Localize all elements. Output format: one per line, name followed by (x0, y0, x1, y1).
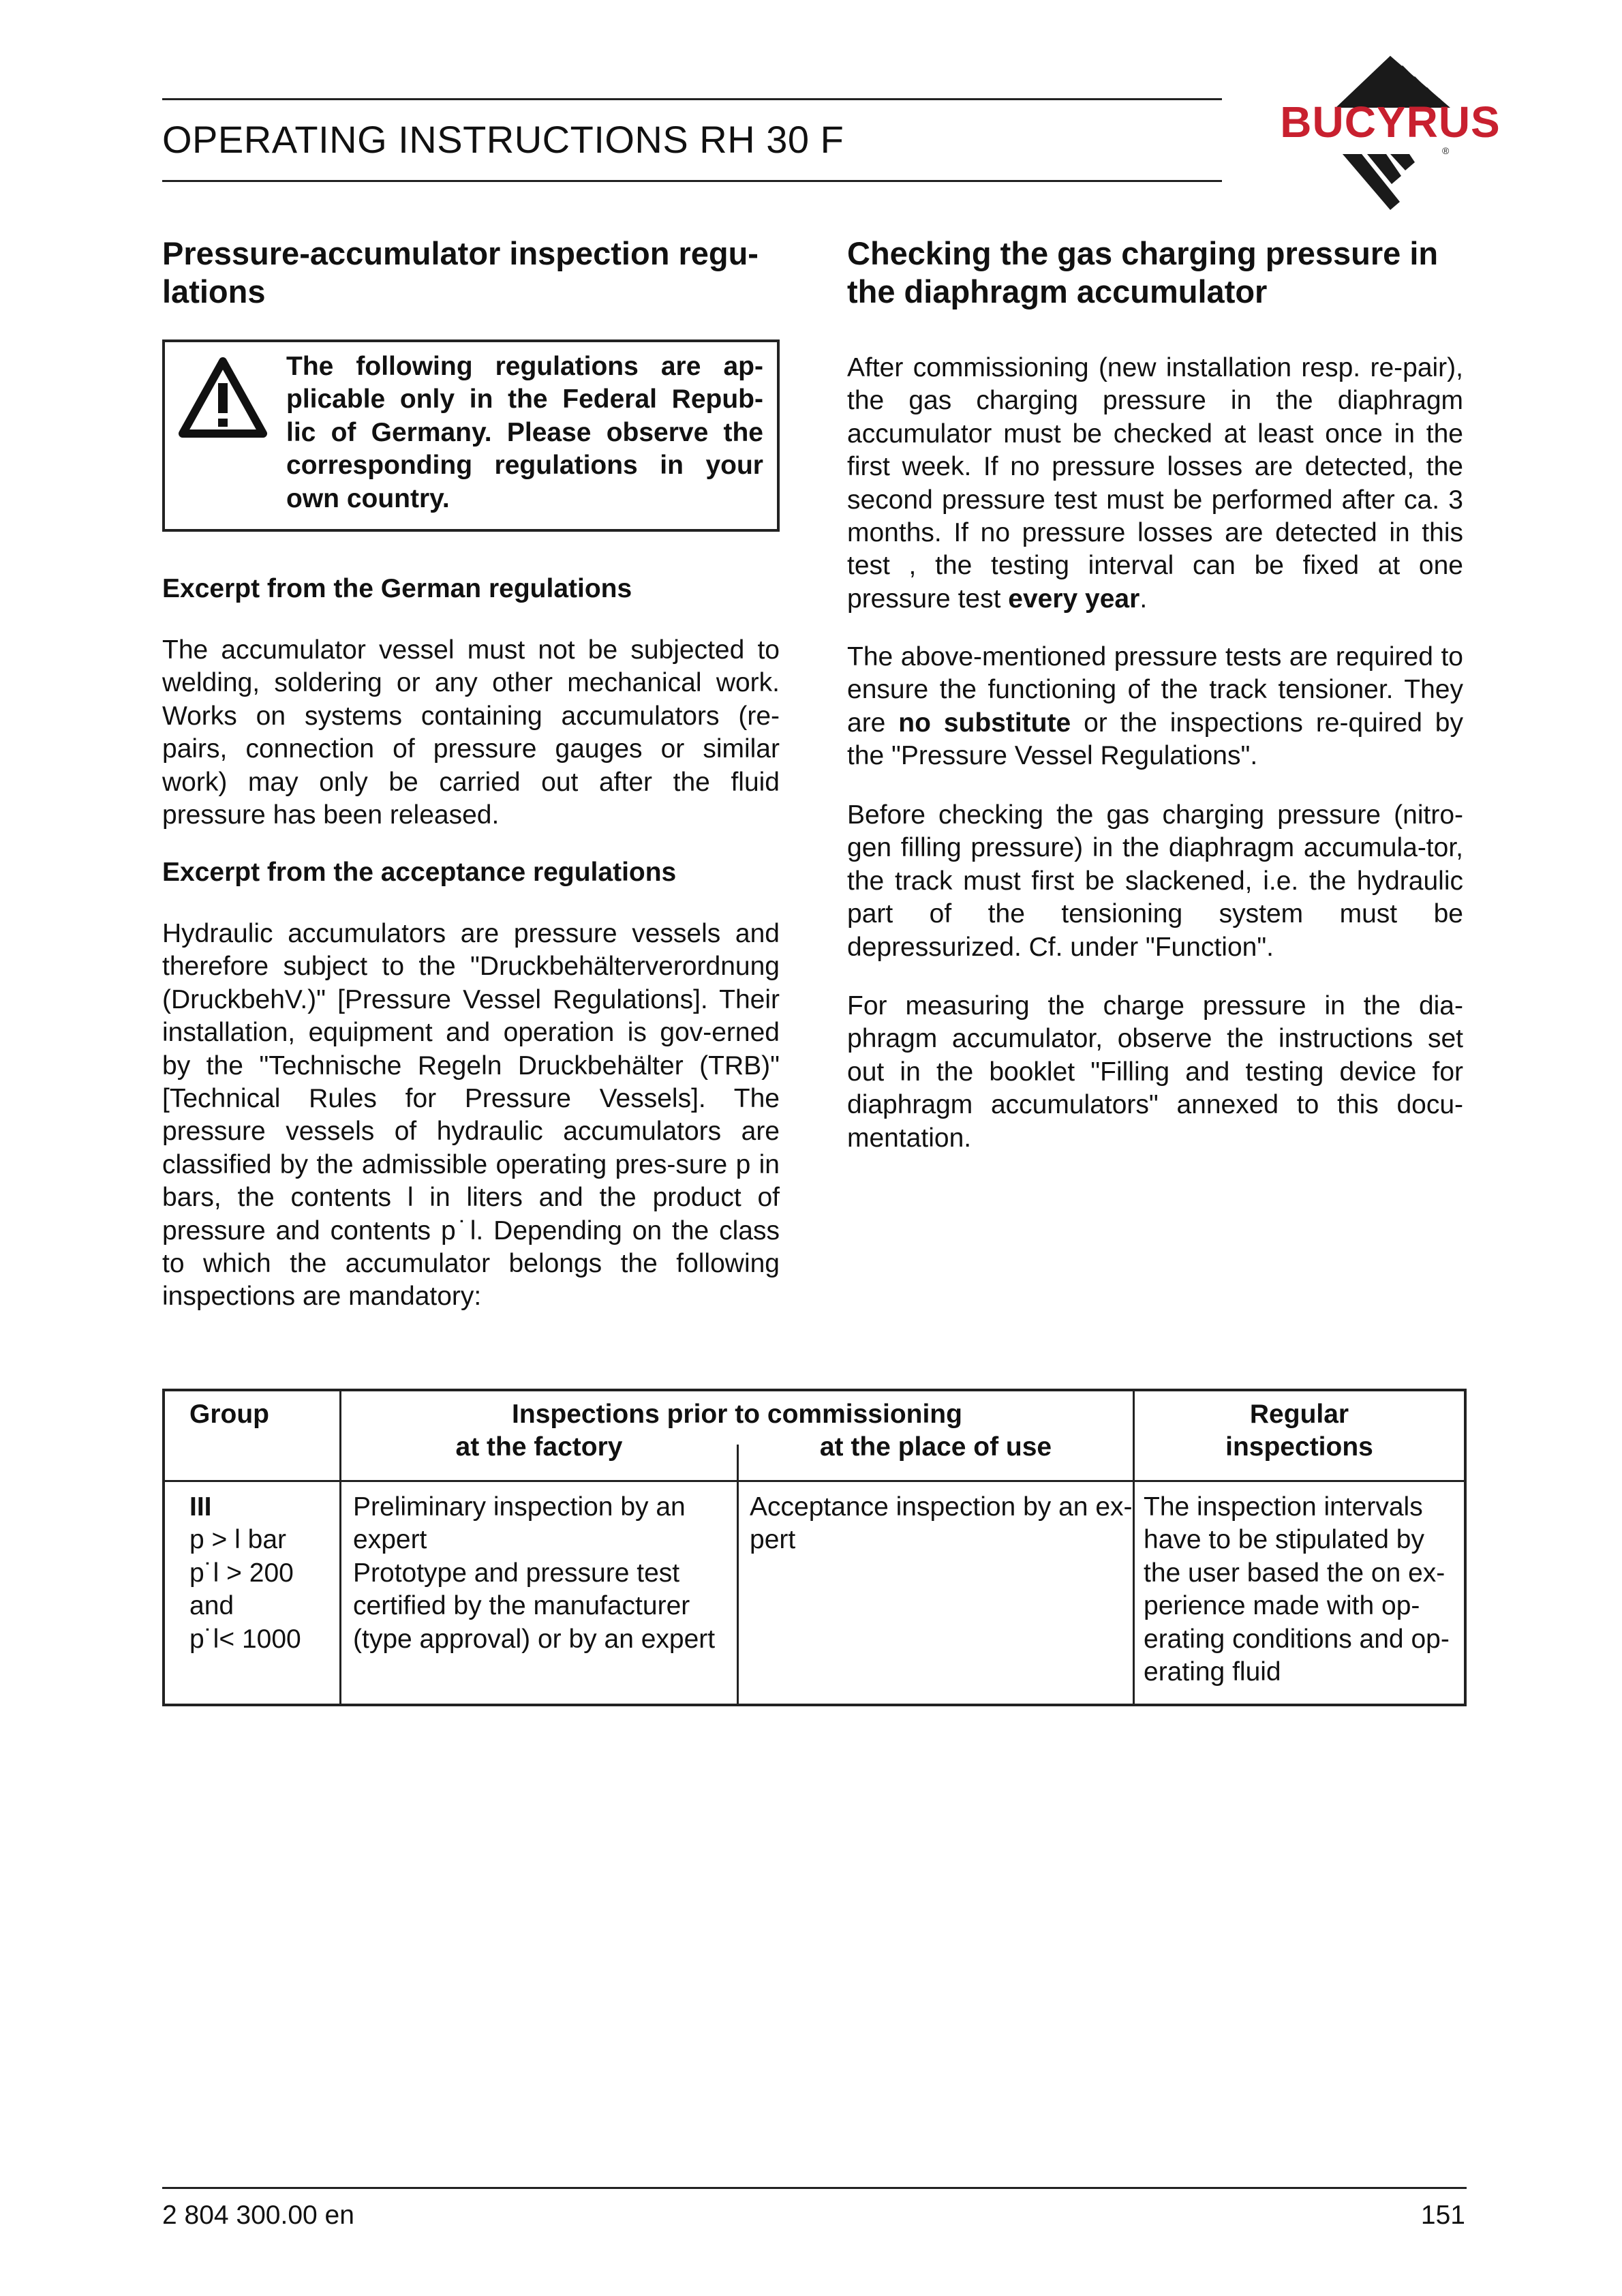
header-regular: Regular inspections (1225, 1400, 1373, 1462)
cell-place-of-use: Acceptance inspection by an ex- pert (750, 1492, 1133, 1555)
right-para-measuring: For measuring the charge pressure in the dia-phragm accumulator, observe the instructions set out in the booklet "Filling and testing device for diaphragm accumulators" annexed to this docu-mentation. (847, 991, 1463, 1153)
excerpt-german-text: The accumulator vessel must not be subjected to welding, soldering or any other mechanical work. Works on systems containing accumulators (re-pairs, connection of pressure gauges or similar work) may only be carried out after the fluid pressure has been released. (162, 635, 780, 830)
inspection-table (162, 1389, 1467, 1706)
footer-doc-number: 2 804 300.00 en (162, 2201, 354, 2230)
header-factory: at the factory (455, 1432, 623, 1462)
warning-box (162, 339, 780, 532)
svg-text:®: ® (1442, 145, 1450, 156)
table-col-rule-2 (737, 1445, 739, 1706)
excerpt-acceptance-heading: Excerpt from the acceptance regulations (162, 858, 677, 887)
footer-page-number: 151 (1420, 2201, 1465, 2230)
bucyrus-logo (1254, 53, 1527, 217)
warning-triangle-icon (179, 357, 267, 439)
right-para-commissioning: After commissioning (new installation resp. re-pair), the gas charging pressure in the diaphragm accumulator must be checked at least once in the first week. If no pressure losses are detected, the second pressure test must be performed after ca. 3 months. If no pressure losses are detected in this test , the testing interval can be fixed at one pressure test every year. (847, 353, 1463, 614)
right-para-tests: The above-mentioned pressure tests are required to ensure the functioning of the track tensioner. They are no substitute or the inspections re-quired by the "Pressure Vessel Regulations". (847, 642, 1463, 771)
header-place-of-use: at the place of use (819, 1432, 1052, 1462)
excerpt-german-heading: Excerpt from the German regulations (162, 574, 632, 603)
excerpt-acceptance-text: Hydraulic accumulators are pressure vessels and therefore subject to the "Druckbehälterverordnung (DruckbehV.)" [Pressure Vessel Regulations]. Their installation, equipment and operation is gov-erned by the "Technische Regeln Druckbehälter (TRB)" [Technical Rules for Pressure Vessels]. The pressure vessels of hydraulic accumulators are classified by the admissible operating pres-sure p in bars, the contents l in liters and the product of pressure and contents p˙l. Depending on the class to which the accumulator belongs the following inspections are mandatory: (162, 919, 780, 1312)
cell-factory: Preliminary inspection by an expert Prototype and pressure test certified by the manufacturer (type approval) or by an expert (353, 1492, 716, 1654)
right-para-slacken: Before checking the gas charging pressure (nitro-gen filling pressure) in the diaphragm accumula-tor, the track must first be slackened, i.e. the hydraulic part of the tensioning system must be depressurized. Cf. under "Function". (847, 800, 1463, 962)
table-border-bottom (162, 1704, 1467, 1706)
cell-group: III p > l bar p˙l > 200 and p˙l< 1000 (189, 1492, 301, 1654)
table-border-right (1464, 1389, 1467, 1706)
warning-text: The following regulations are ap- plicable only in the Federal Repub- lic of Germany. Please observe the corresponding regulations in your own country. (286, 352, 763, 513)
left-heading: Pressure-accumulator inspection regu- lations (162, 235, 759, 309)
table-border-left (162, 1389, 165, 1706)
cell-regular: The inspection intervals have to be stipulated by the user based the on ex- perience made with op- erating conditions and op- erating fluid (1144, 1492, 1450, 1687)
table-header-rule (162, 1480, 1467, 1482)
page-title: OPERATING INSTRUCTIONS RH 30 F (162, 118, 844, 161)
logo-wordmark: BUCYRUS (1280, 97, 1501, 147)
header-group: Group (189, 1400, 269, 1429)
footer-rule (162, 2187, 1467, 2189)
header-rule-top (162, 98, 1222, 100)
right-heading: Checking the gas charging pressure in the diaphragm accumulator (847, 235, 1439, 309)
header-inspections: Inspections prior to commissioning (512, 1400, 962, 1429)
table-border-top (162, 1389, 1467, 1391)
header-rule-bottom (162, 180, 1222, 182)
